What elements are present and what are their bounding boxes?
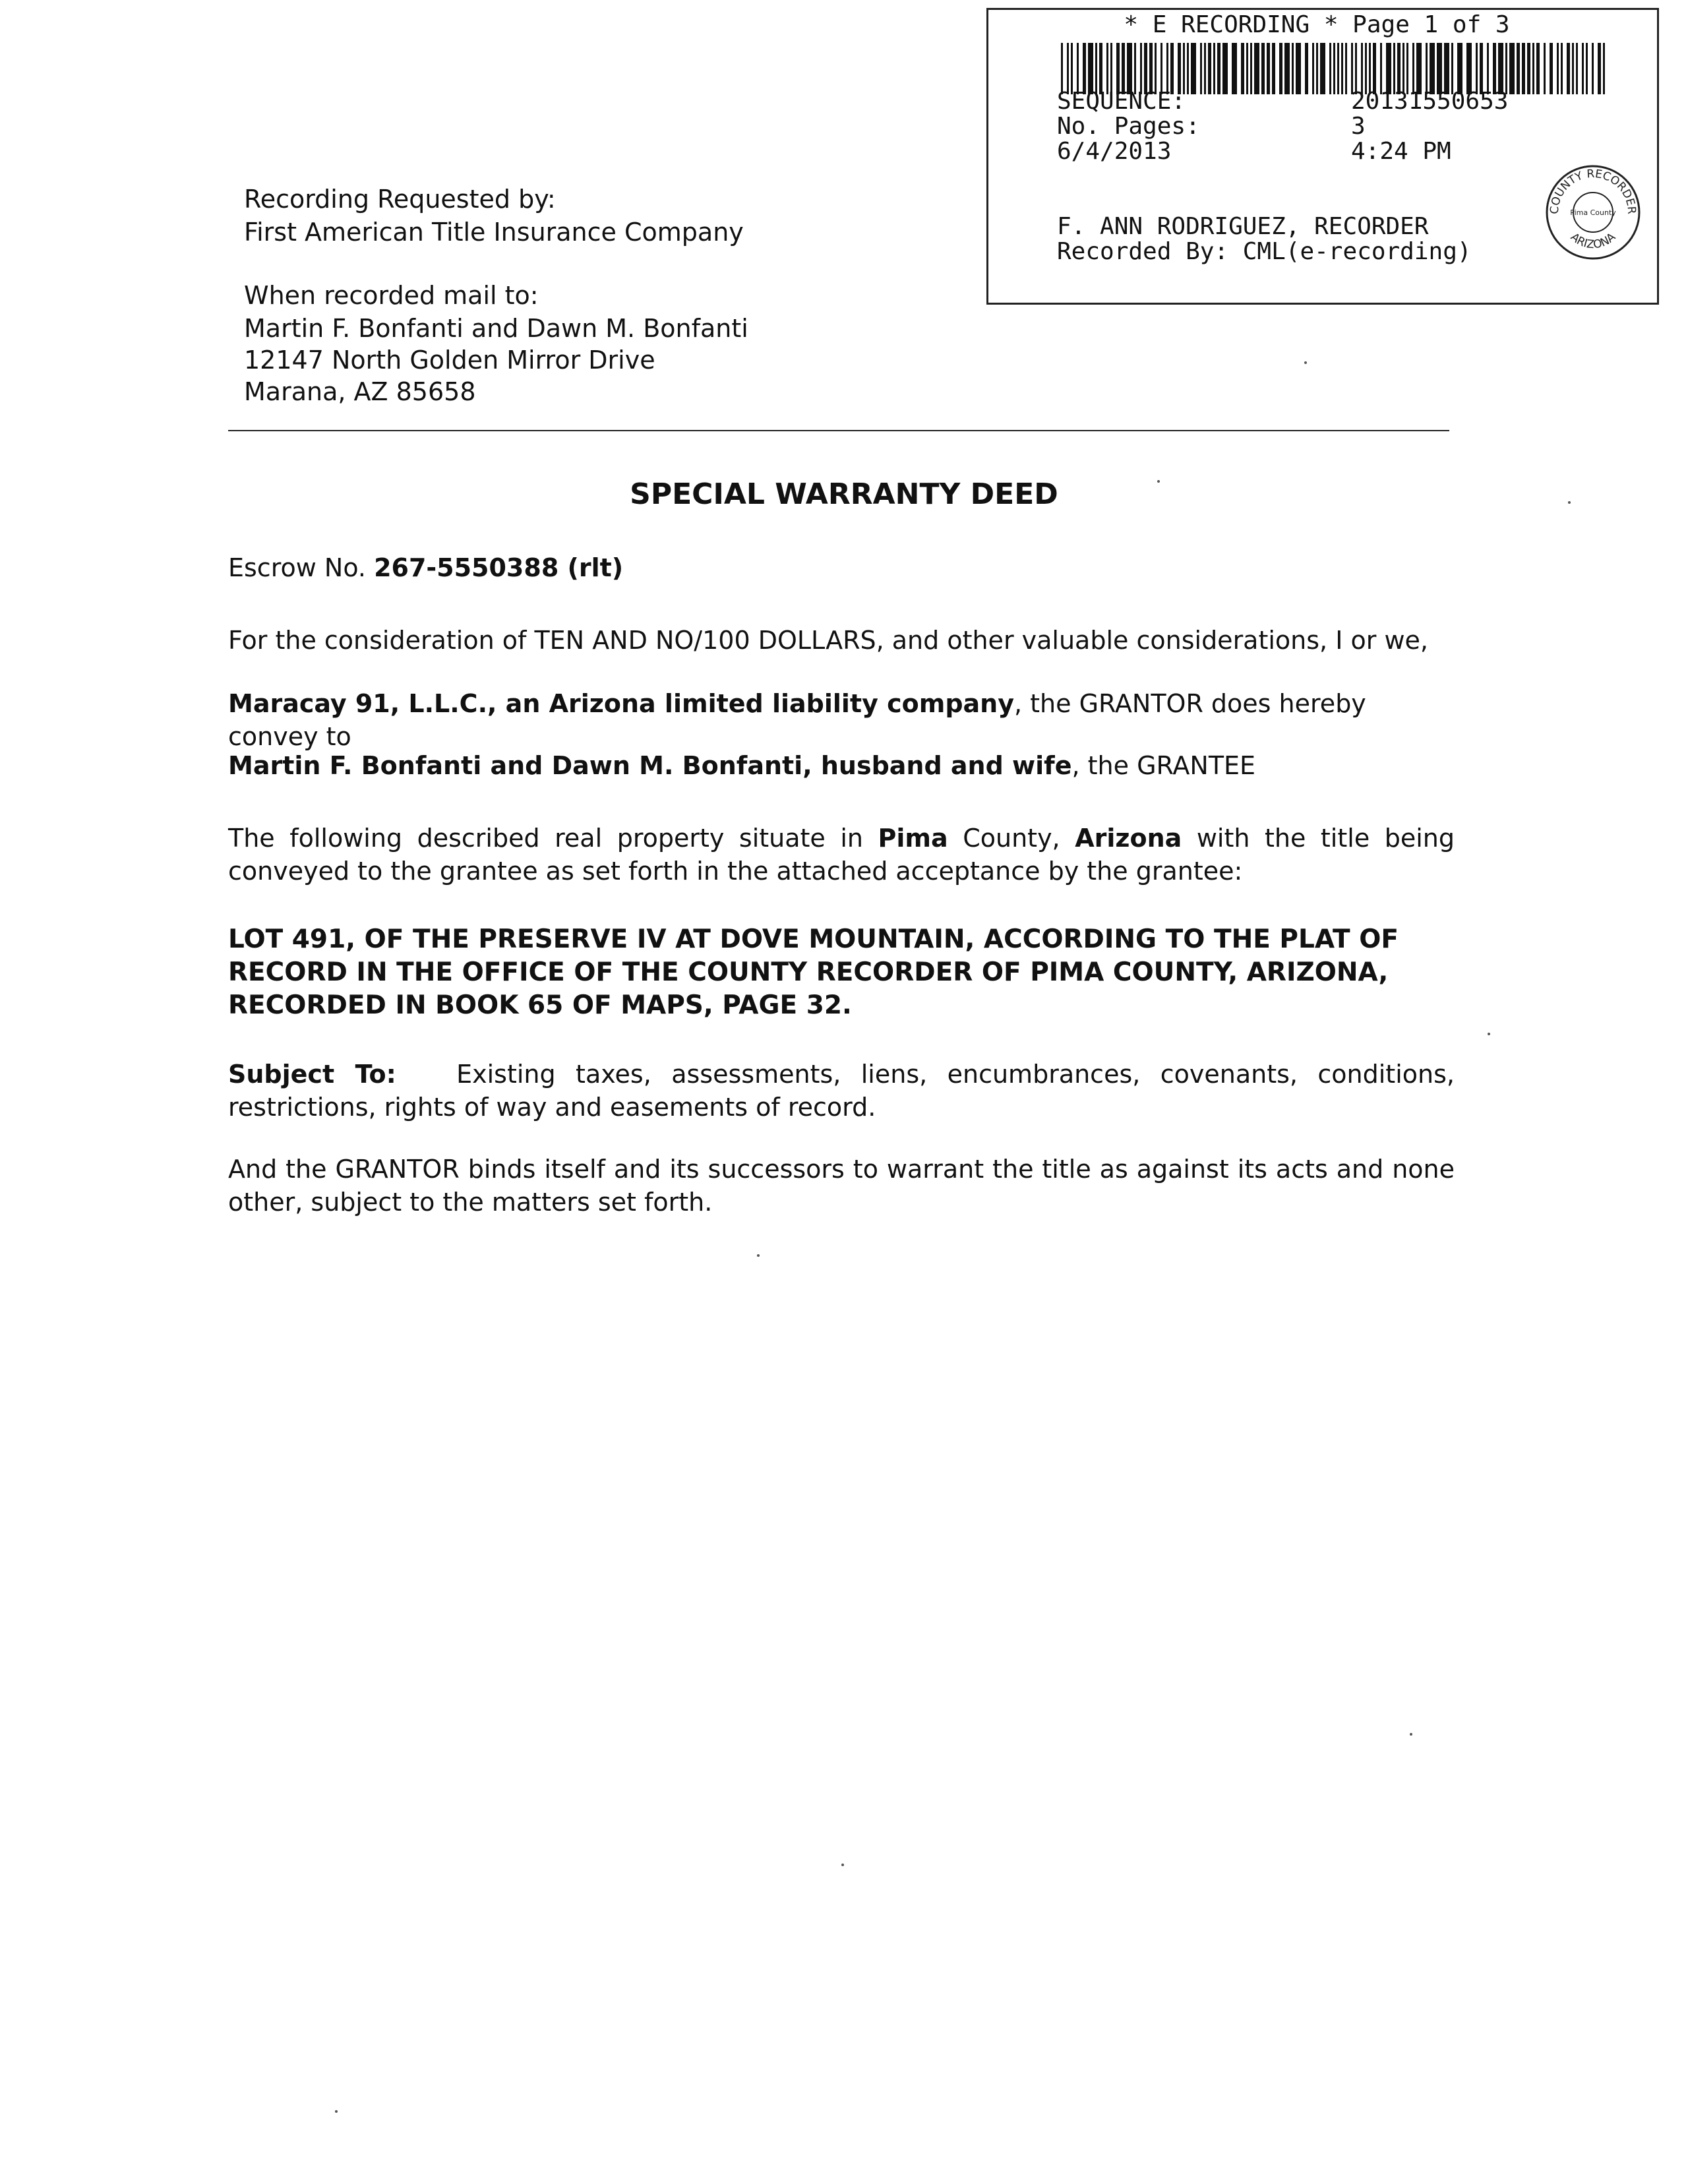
grantor-text: , the GRANTOR does hereby convey to <box>228 689 1366 751</box>
sequence-label: SEQUENCE: <box>1057 88 1186 115</box>
scan-speck <box>335 2110 338 2113</box>
scan-speck <box>1488 1033 1490 1035</box>
scan-speck <box>1304 361 1307 364</box>
sequence-value: 20131550653 <box>1351 88 1509 115</box>
escrow-label: Escrow No. <box>228 553 366 582</box>
consideration-paragraph: For the consideration of TEN AND NO/100 DOLLARS, and other valuable considerations, I or we, <box>228 626 1428 655</box>
recording-stamp <box>986 8 1659 305</box>
recording-date: 6/4/2013 <box>1057 138 1172 165</box>
pages-value: 3 <box>1351 113 1366 140</box>
grantor-name: Maracay 91, L.L.C., an Arizona limited liability company <box>228 689 1014 718</box>
escrow-line <box>228 551 1455 584</box>
svg-text:ARIZONA: ARIZONA <box>1567 230 1619 252</box>
property-county: Pima <box>878 824 948 853</box>
document-title: SPECIAL WARRANTY DEED <box>630 477 1058 511</box>
stamp-header: * E RECORDING * Page 1 of 3 <box>1124 11 1510 38</box>
escrow-number: 267-5550388 (rlt) <box>374 553 624 582</box>
scan-speck <box>757 1254 760 1257</box>
recorded-by: Recorded By: CML(e-recording) <box>1057 238 1472 265</box>
scan-speck <box>1410 1733 1412 1736</box>
subject-to-paragraph <box>228 1058 1455 1124</box>
recorder-name: F. ANN RODRIGUEZ, RECORDER <box>1057 213 1429 240</box>
header-divider <box>228 430 1449 431</box>
mail-to-street: 12147 North Golden Mirror Drive <box>244 346 655 375</box>
mail-to-city: Marana, AZ 85658 <box>244 377 476 406</box>
property-mid: County, <box>948 824 1075 853</box>
svg-text:Pima County: Pima County <box>1570 208 1616 217</box>
grantee-paragraph <box>228 749 1455 782</box>
scan-speck <box>1568 501 1571 504</box>
subject-to-label: Subject To: <box>228 1060 396 1089</box>
scan-speck <box>841 1864 844 1866</box>
svg-text:COUNTY RECORDER: COUNTY RECORDER <box>1548 167 1639 215</box>
property-intro: The following described real property situate in <box>228 824 878 853</box>
county-recorder-seal-icon <box>1544 163 1643 262</box>
recording-time: 4:24 PM <box>1351 138 1451 165</box>
barcode <box>1061 43 1608 94</box>
pages-label: No. Pages: <box>1057 113 1200 140</box>
scan-speck <box>1157 480 1160 483</box>
requested-by-company: First American Title Insurance Company <box>244 218 744 247</box>
property-rest: with the title being conveyed to the grantee as set forth in the attached acceptance by the grantee: <box>228 824 1455 886</box>
warranty-paragraph: And the GRANTOR binds itself and its successors to warrant the title as against its acts and none other, subject to the matters set forth. <box>228 1155 1455 1217</box>
grantor-paragraph <box>228 687 1455 753</box>
mail-to-name: Martin F. Bonfanti and Dawn M. Bonfanti <box>244 314 748 343</box>
property-state: Arizona <box>1075 824 1182 853</box>
legal-description: LOT 491, OF THE PRESERVE IV AT DOVE MOUNTAIN, ACCORDING TO THE PLAT OF RECORD IN THE OFFICE OF THE COUNTY RECORDER OF PIMA COUNTY, ARIZONA, RECORDED IN BOOK 65 OF MAPS, PAGE 32. <box>228 925 1399 1020</box>
requested-by-label: Recording Requested by: <box>244 185 556 214</box>
subject-to-text: Existing taxes, assessments, liens, encumbrances, covenants, conditions, restrictions, rights of way and easements of record. <box>228 1060 1455 1122</box>
grantee-name: Martin F. Bonfanti and Dawn M. Bonfanti, husband and wife <box>228 751 1072 780</box>
mail-to-label: When recorded mail to: <box>244 281 539 310</box>
grantee-text: , the GRANTEE <box>1071 751 1256 780</box>
property-paragraph <box>228 822 1455 888</box>
